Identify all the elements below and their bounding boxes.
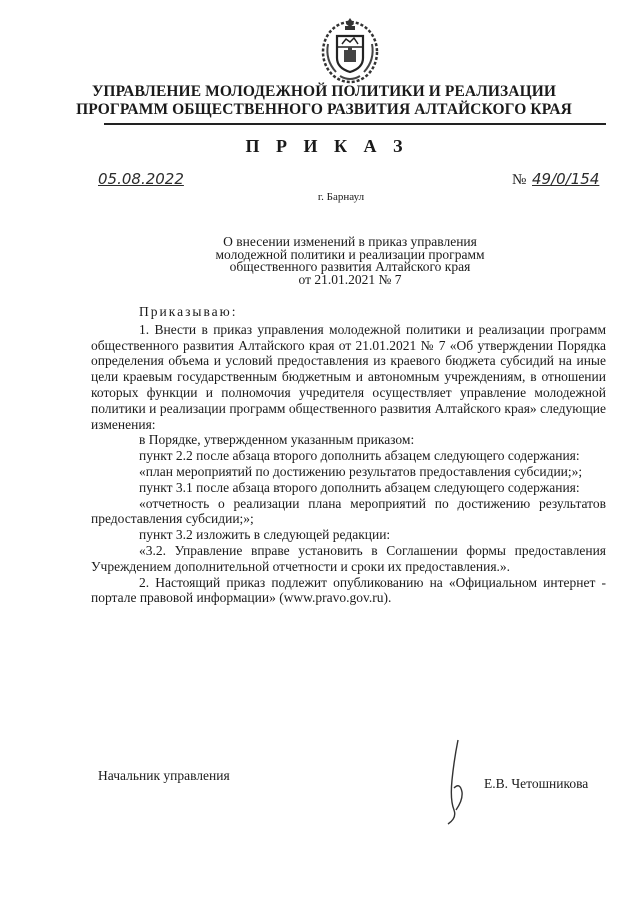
order-number-label: № <box>512 172 527 188</box>
header-divider <box>104 123 606 125</box>
handwritten-signature <box>442 738 468 828</box>
header-organization-line-2: ПРОГРАММ ОБЩЕСТВЕННОГО РАЗВИТИЯ АЛТАЙСКОГО КРАЯ <box>76 101 572 118</box>
body-paragraph: 1. Внести в приказ управления молодежной политики и реализации программ общественного развития Алтайского края от 21.01.2021 № 7 «Об утверждении Порядка определения объема и условий предоставления из краевого бюджета субсидий на иные цели краевым государственным бюджетным и автономным учреждениям, в отношении которых функции и полномочия учредителя осуществляет управление молодежной политики и реализации программ общественного развития Алтайского края» следующие изменения: <box>91 321 606 432</box>
city-label: г. Барнаул <box>317 191 365 203</box>
body-paragraph: пункт 2.2 после абзаца второго дополнить абзацем следующего содержания: <box>139 448 580 464</box>
signatory-name: Е.В. Четошникова <box>484 776 589 791</box>
coat-of-arms-emblem <box>318 14 382 84</box>
subject-line: от 21.01.2021 № 7 <box>298 271 402 287</box>
order-number: 49/0/154 <box>532 170 600 188</box>
order-body <box>91 304 606 606</box>
header-organization-line-1: УПРАВЛЕНИЕ МОЛОДЕЖНОЙ ПОЛИТИКИ И РЕАЛИЗАЦИИ <box>91 83 557 100</box>
subject-line: О внесении изменений в приказ управления <box>223 234 477 249</box>
subject-line: молодежной политики и реализации программ <box>215 246 485 262</box>
body-paragraph: «3.2. Управление вправе установить в Соглашении формы предоставления Учреждением дополнительной отчетности и сроки их предоставления.». <box>91 542 606 574</box>
subject-line: общественного развития Алтайского края <box>229 259 471 274</box>
body-paragraph: «отчетность о реализации плана мероприятий по достижению результатов предоставления субсидии;»; <box>91 495 606 527</box>
body-paragraph: пункт 3.1 после абзаца второго дополнить абзацем следующего содержания: <box>139 479 580 495</box>
order-date: 05.08.2022 <box>98 170 184 188</box>
signatory-position: Начальник управления <box>98 768 230 783</box>
document-title: П Р И К А З <box>245 136 409 156</box>
order-directive-heading: Приказываю: <box>139 304 238 319</box>
order-subject <box>175 236 525 286</box>
body-paragraph: 2. Настоящий приказ подлежит опубликованию на «Официальном интернет - портале правовой информации» (www.pravo.gov.ru). <box>91 574 606 606</box>
body-paragraph: в Порядке, утвержденном указанным приказом: <box>139 432 415 448</box>
body-paragraph: пункт 3.2 изложить в следующей редакции: <box>139 527 391 543</box>
body-paragraph: «план мероприятий по достижению результатов предоставления субсидии;»; <box>139 463 583 479</box>
